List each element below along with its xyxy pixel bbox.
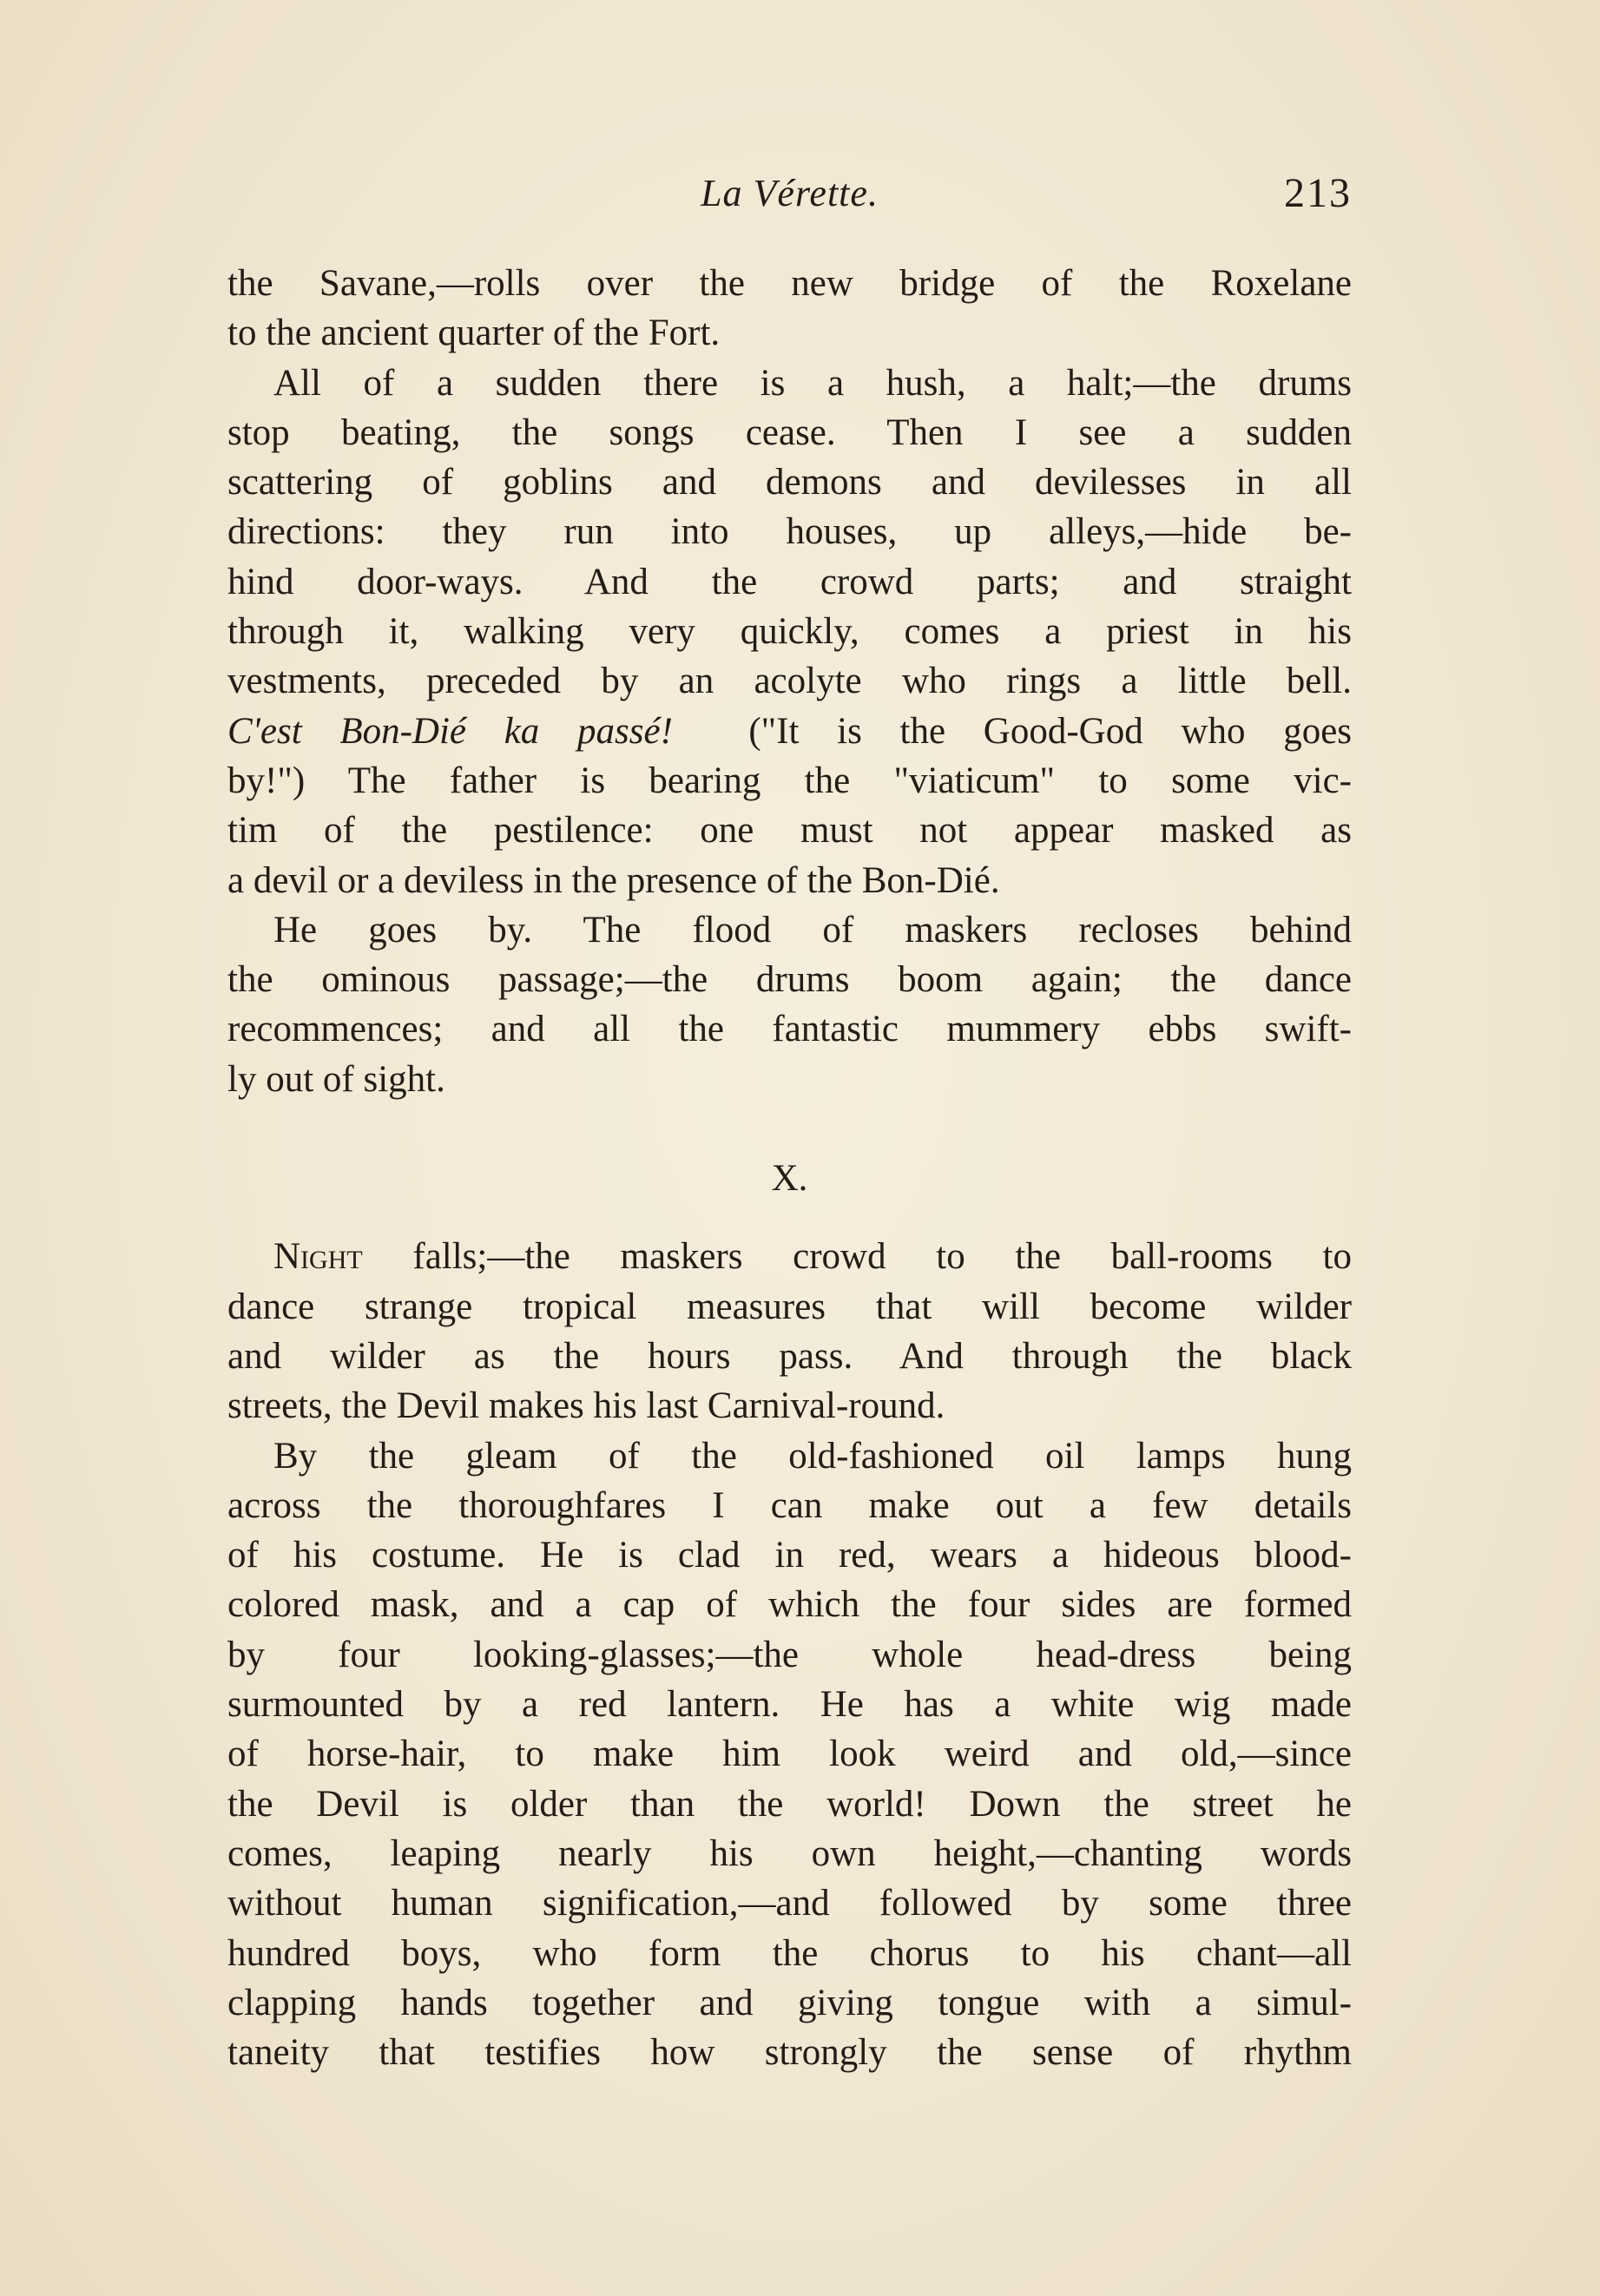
text-line: clapping hands together and giving tongue with a simul- [227, 1982, 1352, 2023]
text-line: recommences; and all the fantastic mummery ebbs swift- [227, 1009, 1352, 1050]
text-line: directions: they run into houses, up alleys,—hide be- [227, 511, 1352, 553]
text-line [227, 707, 1352, 756]
text-line: He goes by. The flood of maskers recloses behind [273, 909, 1352, 951]
text-line: by four looking-glasses;—the whole head-dress being [227, 1634, 1352, 1675]
text-line: All of a sudden there is a hush, a halt;—the drums [273, 362, 1352, 404]
running-head [227, 163, 1352, 224]
text-line: scattering of goblins and demons and devilesses in all [227, 462, 1352, 503]
small-caps-lead-word: Night [273, 1236, 363, 1278]
text-line: By the gleam of the old-fashioned oil lamps hung [273, 1435, 1352, 1477]
text-line: across the thoroughfares I can make out a few details [227, 1484, 1352, 1526]
text-line: by!") The father is bearing the "viaticum" to some vic- [227, 760, 1352, 801]
text-line: of horse-hair, to make him look weird and old,—since [227, 1734, 1352, 1775]
text-line: and wilder as the hours pass. And through the black [227, 1335, 1352, 1377]
text-line: of his costume. He is clad in red, wears a hideous blood- [227, 1535, 1352, 1576]
text-line: stop beating, the songs cease. Then I see a sudden [227, 411, 1352, 453]
section-heading: X. [771, 1158, 808, 1200]
text-line: vestments, preceded by an acolyte who rings a little bell. [227, 661, 1352, 702]
running-title: La Vérette. [701, 172, 879, 214]
text-line: to the ancient quarter of the Fort. [227, 312, 721, 354]
text-line: hind door-ways. And the crowd parts; and straight [227, 561, 1352, 602]
text-line: the Savane,—rolls over the new bridge of the Roxelane [227, 263, 1352, 304]
text-line: through it, walking very quickly, comes a priest in his [227, 611, 1352, 653]
text-line: comes, leaping nearly his own height,—chanting words [227, 1832, 1352, 1874]
text-line: ly out of sight. [227, 1058, 445, 1100]
italic-creole-phrase: C'est Bon-Dié ka passé! [227, 710, 673, 752]
text-line: streets, the Devil makes his last Carnival-round. [227, 1385, 945, 1427]
text-line: tim of the pestilence: one must not appear masked as [227, 810, 1352, 852]
text-line: colored mask, and a cap of which the four sides are formed [227, 1584, 1352, 1626]
text-fragment: falls;—the maskers crowd to the ball-rooms to [362, 1236, 1352, 1278]
text-line: surmounted by a red lantern. He has a white wig made [227, 1684, 1352, 1726]
text-line: hundred boys, who form the chorus to his chant—all [227, 1932, 1352, 1974]
text-line: taneity that testifies how strongly the sense of rhythm [227, 2032, 1352, 2074]
text-line: the Devil is older than the world! Down the street he [227, 1783, 1352, 1825]
body-text [227, 259, 1352, 2077]
text-line [227, 1232, 1352, 1281]
text-line: dance strange tropical measures that will become wilder [227, 1286, 1352, 1327]
text-fragment: ("It is the Good-God who goes [748, 710, 1352, 752]
page-number: 213 [1284, 170, 1352, 216]
text-line: without human signification,—and followed by some three [227, 1883, 1352, 1924]
text-line: a devil or a deviless in the presence of the Bon-Dié. [227, 859, 1000, 901]
text-line: the ominous passage;—the drums boom again; the dance [227, 959, 1352, 1001]
